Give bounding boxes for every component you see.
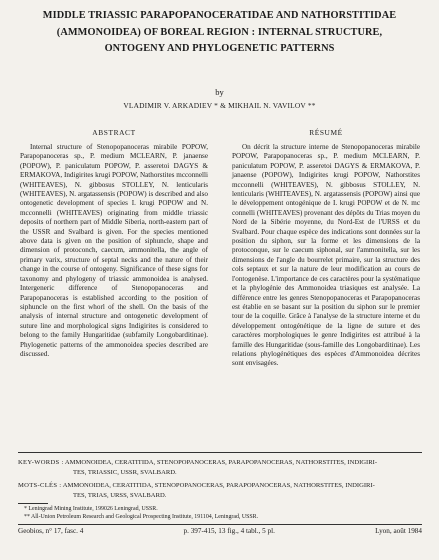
authors: VLADIMIR V. ARKADIEV * & MIKHAIL N. VAVILOV ** — [123, 101, 316, 110]
abstract-body: Internal structure of Stenopopanoceras mirabile POPOW, Parapopanoceras sp., P. medium MCLEARN, P. janaense (POPOW), P. paniculatum POPOW, P. asseretoi DAGYS & ERMAKOVA, Indigirites krugi POPOW, Nathorstites mcconnelli (WHITEAVES), N. gibbosus STOLLEY, N. lenticularis (WHITEAVES), N. argatassensis (POPOW) is described and also ontogenetic development of species I. krugi POPOW and N. mcconnelli (WHITEAVES) originating from middle triassic deposits of northern part of Middle Siberia, north-eastern part of the USSR and Svalbard is given. For the species mentioned above data is given on the position of siphuncle, shape and dimension of protoconch, caecum, ammonitella, the angle of primary varix, structure of septal necks and the nature of their change in the course of ontogeny. Significance of these signs for taxonomy and phylogeny of triassic ammonoidea is analysed. Intergeneric difference of Stenopopanoceras and Parapopanoceras is established according to the position of siphuncle on the first whorl of the shell. On the basis of the analysis of internal structure and ontogenetic development of suture line and morphological signs Indigirites is considered to belong to the family Hungaritidae (subfamily Longobarditinae). Phylogenetic patterns of the ammonoidea species described are discussed. — [20, 143, 208, 358]
page-range: p. 397-415, 13 fig., 4 tabl., 5 pl. — [183, 527, 275, 535]
divider-top — [18, 452, 422, 453]
mots-cles-line-2: TES, TRIAS, URSS, SVALBARD. — [73, 492, 167, 499]
mots-cles — [18, 481, 422, 501]
footnote-2: ** All-Union Petroleum Research and Geological Prospecting Institute, 191104, Leningrad, USSR. — [24, 514, 259, 520]
abstract-heading: ABSTRACT — [92, 128, 136, 137]
mots-cles-label: MOTS-CLÉS : — [18, 482, 62, 489]
divider-bottom — [18, 524, 422, 525]
keywords — [18, 458, 422, 478]
mots-cles-line: AMMONOIDEA, CERATITIDA, STENOPOPANOCERAS, PARAPOPANOCERAS, NATHORSTITES, INDIGIRI- — [62, 482, 375, 489]
journal-name: Geobios, n° 17, fasc. 4 — [18, 527, 84, 535]
keywords-line-2: TES, TRIASSIC, USSR, SVALBARD. — [73, 469, 177, 476]
journal-footer — [18, 527, 422, 535]
resume-heading: RÉSUMÉ — [309, 128, 343, 137]
article-title — [20, 8, 419, 58]
keywords-line: AMMONOIDEA, CERATITIDA, STENOPOPANOCERAS, PARAPOPANOCERAS, NATHORSTITES, INDIGIRI- — [64, 459, 378, 466]
keywords-label: KEY-WORDS : — [18, 459, 64, 466]
title-line: ONTOGENY AND PHYLOGENETIC PATTERNS — [104, 43, 335, 54]
title-line: MIDDLE TRIASSIC PARAPOPANOCERATIDAE AND NATHORSTITIDAE — [42, 10, 397, 21]
title-line: (AMMONOIDEA) OF BOREAL REGION : INTERNAL STRUCTURE, — [56, 26, 383, 38]
footnote-rule — [18, 503, 48, 504]
resume-body: On décrit la structure interne de Stenopopanoceras mirabile POPOW, Parapopanoceras sp., P. medium MCLEARN, P. paniculatum POPOW, P. asseretoi DAGYS & ERMAKOVA, P. janaense (POPOW), Indigirites krugi POPOW, Nathorstites mcconnelli (WHITEAVES), N. gibbosus STOLLEY, N. lenticularis (WHITEAVES), N. argatassensis (POPOW) ainsi que le développement ontogénique de I. krugi POPOW et de N. mc connelli (WHITEAVES) provenant des dépôts du Trias moyen du Nord de la Sibérie moyenne, du Nord-Est de l'URSS et du Svalbard. Pour chaque espèce des indications sont données sur la position du siphon, sur la forme et les dimensions de la protoconque, sur le caecum siphonal, sur l'ammonitella, sur les dimensions de l'angle du bourrelet primaire, sur la structure des cols septaux et sur la nature de leur modification au cours de l'ontogenèse. L'importance de ces caractères pour la systématique et la phylogénie des Ammonoidea triasiques est analysée. La différence entre les genres Stenopopanoceras et Parapopanoceras est établie en se basant sur la position du siphon sur le premier tour de la coquille. Grâce à l'analyse de la structure interne et du développement ontogénétique de la ligne de suture et des caractères morphologiques le genre Indigirites est attribué à la famille des Hungaritidae (sous-famille des Longobarditinae). Les relations phylogénétiques des espèces d'Ammonoidea décrites sont envisagées. — [232, 143, 420, 368]
footnote-1: * Leningrad Mining Institute, 199026 Leningrad, USSR. — [24, 506, 158, 512]
place-date: Lyon, août 1984 — [375, 527, 422, 535]
by-text: by — [215, 87, 224, 97]
